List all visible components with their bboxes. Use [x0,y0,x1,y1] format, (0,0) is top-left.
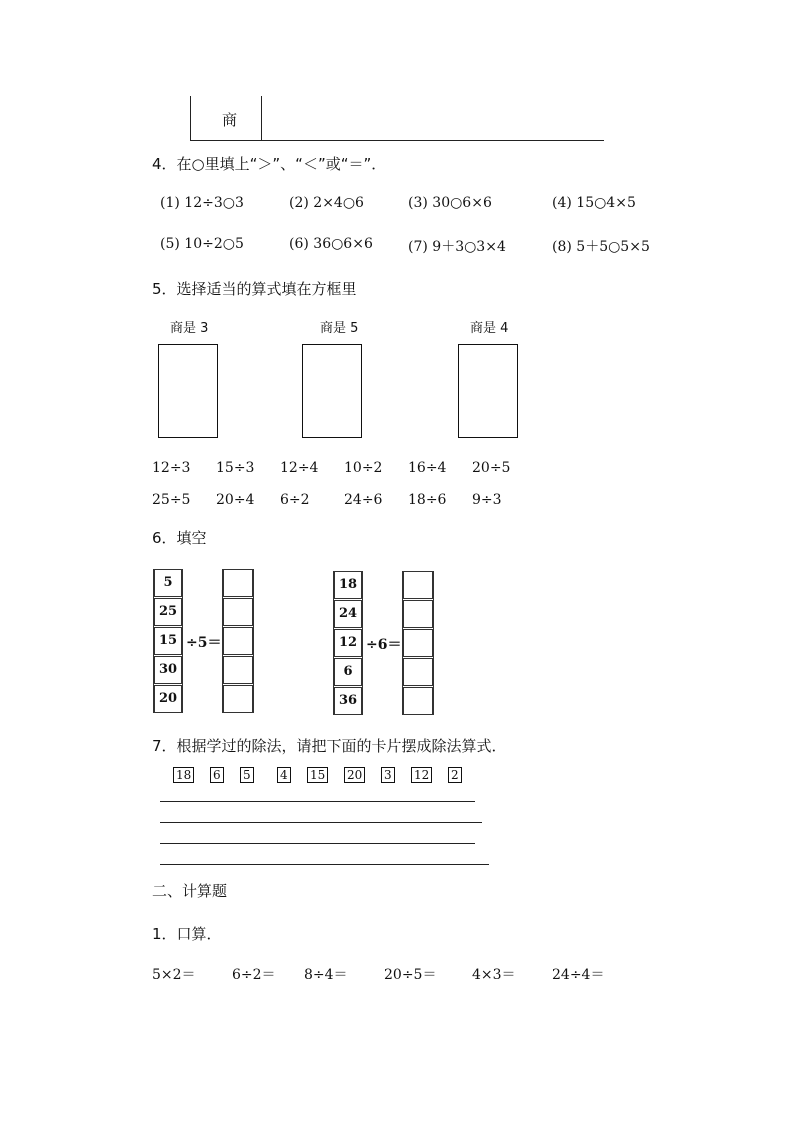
number-cell: 24 [334,600,362,628]
answer-cell[interactable] [403,658,433,686]
q5-expr: 12÷4 [280,460,319,476]
q6-title: 6．填空 [152,529,207,547]
q6-left-number-column [153,569,183,713]
oral-calc-item: 24÷4＝ [552,967,605,983]
number-card[interactable]: 12 [411,767,432,783]
number-card[interactable]: 6 [210,767,224,783]
number-cell: 25 [154,598,182,626]
q5-caption-2: 商是 5 [320,321,359,336]
q4-item-1: (1) 12÷3○3 [160,195,244,211]
q7-title: 7．根据学过的除法，请把下面的卡片摆成除法算式． [152,737,507,755]
q5-answer-box-1[interactable] [158,344,218,438]
q5-title: 5．选择适当的算式填在方框里 [152,280,357,298]
number-card[interactable]: 3 [381,767,395,783]
answer-cell[interactable] [403,629,433,657]
q5-expr: 9÷3 [472,492,502,508]
q6-right-number-column [333,571,363,715]
answer-cell[interactable] [223,685,253,713]
q4-title: 4．在○里填上“＞”、“＜”或“＝”． [152,155,387,173]
number-cell: 30 [154,656,182,684]
q4-item-3: (3) 30○6×6 [408,195,492,211]
q5-expr: 25÷5 [152,492,191,508]
answer-line[interactable] [160,843,475,844]
answer-cell[interactable] [403,571,433,599]
q6-right-answer-column [402,571,434,715]
q5-expr: 20÷4 [216,492,255,508]
q5-expr: 10÷2 [344,460,383,476]
number-card[interactable]: 2 [448,767,462,783]
q5-expr: 24÷6 [344,492,383,508]
number-card[interactable]: 15 [307,767,328,783]
number-cell: 15 [154,627,182,655]
answer-cell[interactable] [403,687,433,715]
number-cell: 20 [154,685,182,713]
q5-expr: 12÷3 [152,460,191,476]
number-cell: 6 [334,658,362,686]
table-bottom-border [190,140,604,141]
q5-caption-3: 商是 4 [470,321,509,336]
answer-cell[interactable] [223,569,253,597]
number-card[interactable]: 20 [344,767,365,783]
number-cell: 36 [334,687,362,715]
oral-calc-item: 4×3＝ [472,967,516,983]
q4-item-7: (7) 9＋3○3×4 [408,239,506,255]
answer-line[interactable] [160,822,482,823]
q4-item-6: (6) 36○6×6 [289,236,373,252]
answer-line[interactable] [160,864,489,865]
q5-expr: 16÷4 [408,460,447,476]
q6-left-operator: ÷5＝ [186,635,222,651]
calc1-title: 1．口算． [152,925,222,943]
table-left-border [190,96,191,140]
q6-left-answer-column [222,569,254,713]
q5-expr: 15÷3 [216,460,255,476]
number-card[interactable]: 18 [173,767,194,783]
q4-item-8: (8) 5＋5○5×5 [552,239,650,255]
table-divider [261,96,262,140]
number-card[interactable]: 4 [277,767,291,783]
oral-calc-item: 5×2＝ [152,967,196,983]
table-row-label: 商 [222,111,238,129]
q5-expr: 20÷5 [472,460,511,476]
oral-calc-item: 8÷4＝ [304,967,348,983]
answer-cell[interactable] [223,656,253,684]
number-cell: 12 [334,629,362,657]
number-card[interactable]: 5 [240,767,254,783]
q5-answer-box-3[interactable] [458,344,518,438]
answer-line[interactable] [160,801,475,802]
q5-caption-1: 商是 3 [170,321,209,336]
answer-cell[interactable] [223,598,253,626]
answer-cell[interactable] [223,627,253,655]
q4-item-2: (2) 2×4○6 [289,195,364,211]
q4-item-4: (4) 15○4×5 [552,195,636,211]
q5-expr: 18÷6 [408,492,447,508]
q5-answer-box-2[interactable] [302,344,362,438]
number-cell: 18 [334,571,362,599]
oral-calc-item: 6÷2＝ [232,967,276,983]
number-cell: 5 [154,569,182,597]
q5-expr: 6÷2 [280,492,310,508]
answer-cell[interactable] [403,600,433,628]
q4-item-5: (5) 10÷2○5 [160,236,244,252]
q6-right-operator: ÷6＝ [366,637,402,653]
section-title: 二、计算题 [152,882,228,900]
oral-calc-item: 20÷5＝ [384,967,437,983]
